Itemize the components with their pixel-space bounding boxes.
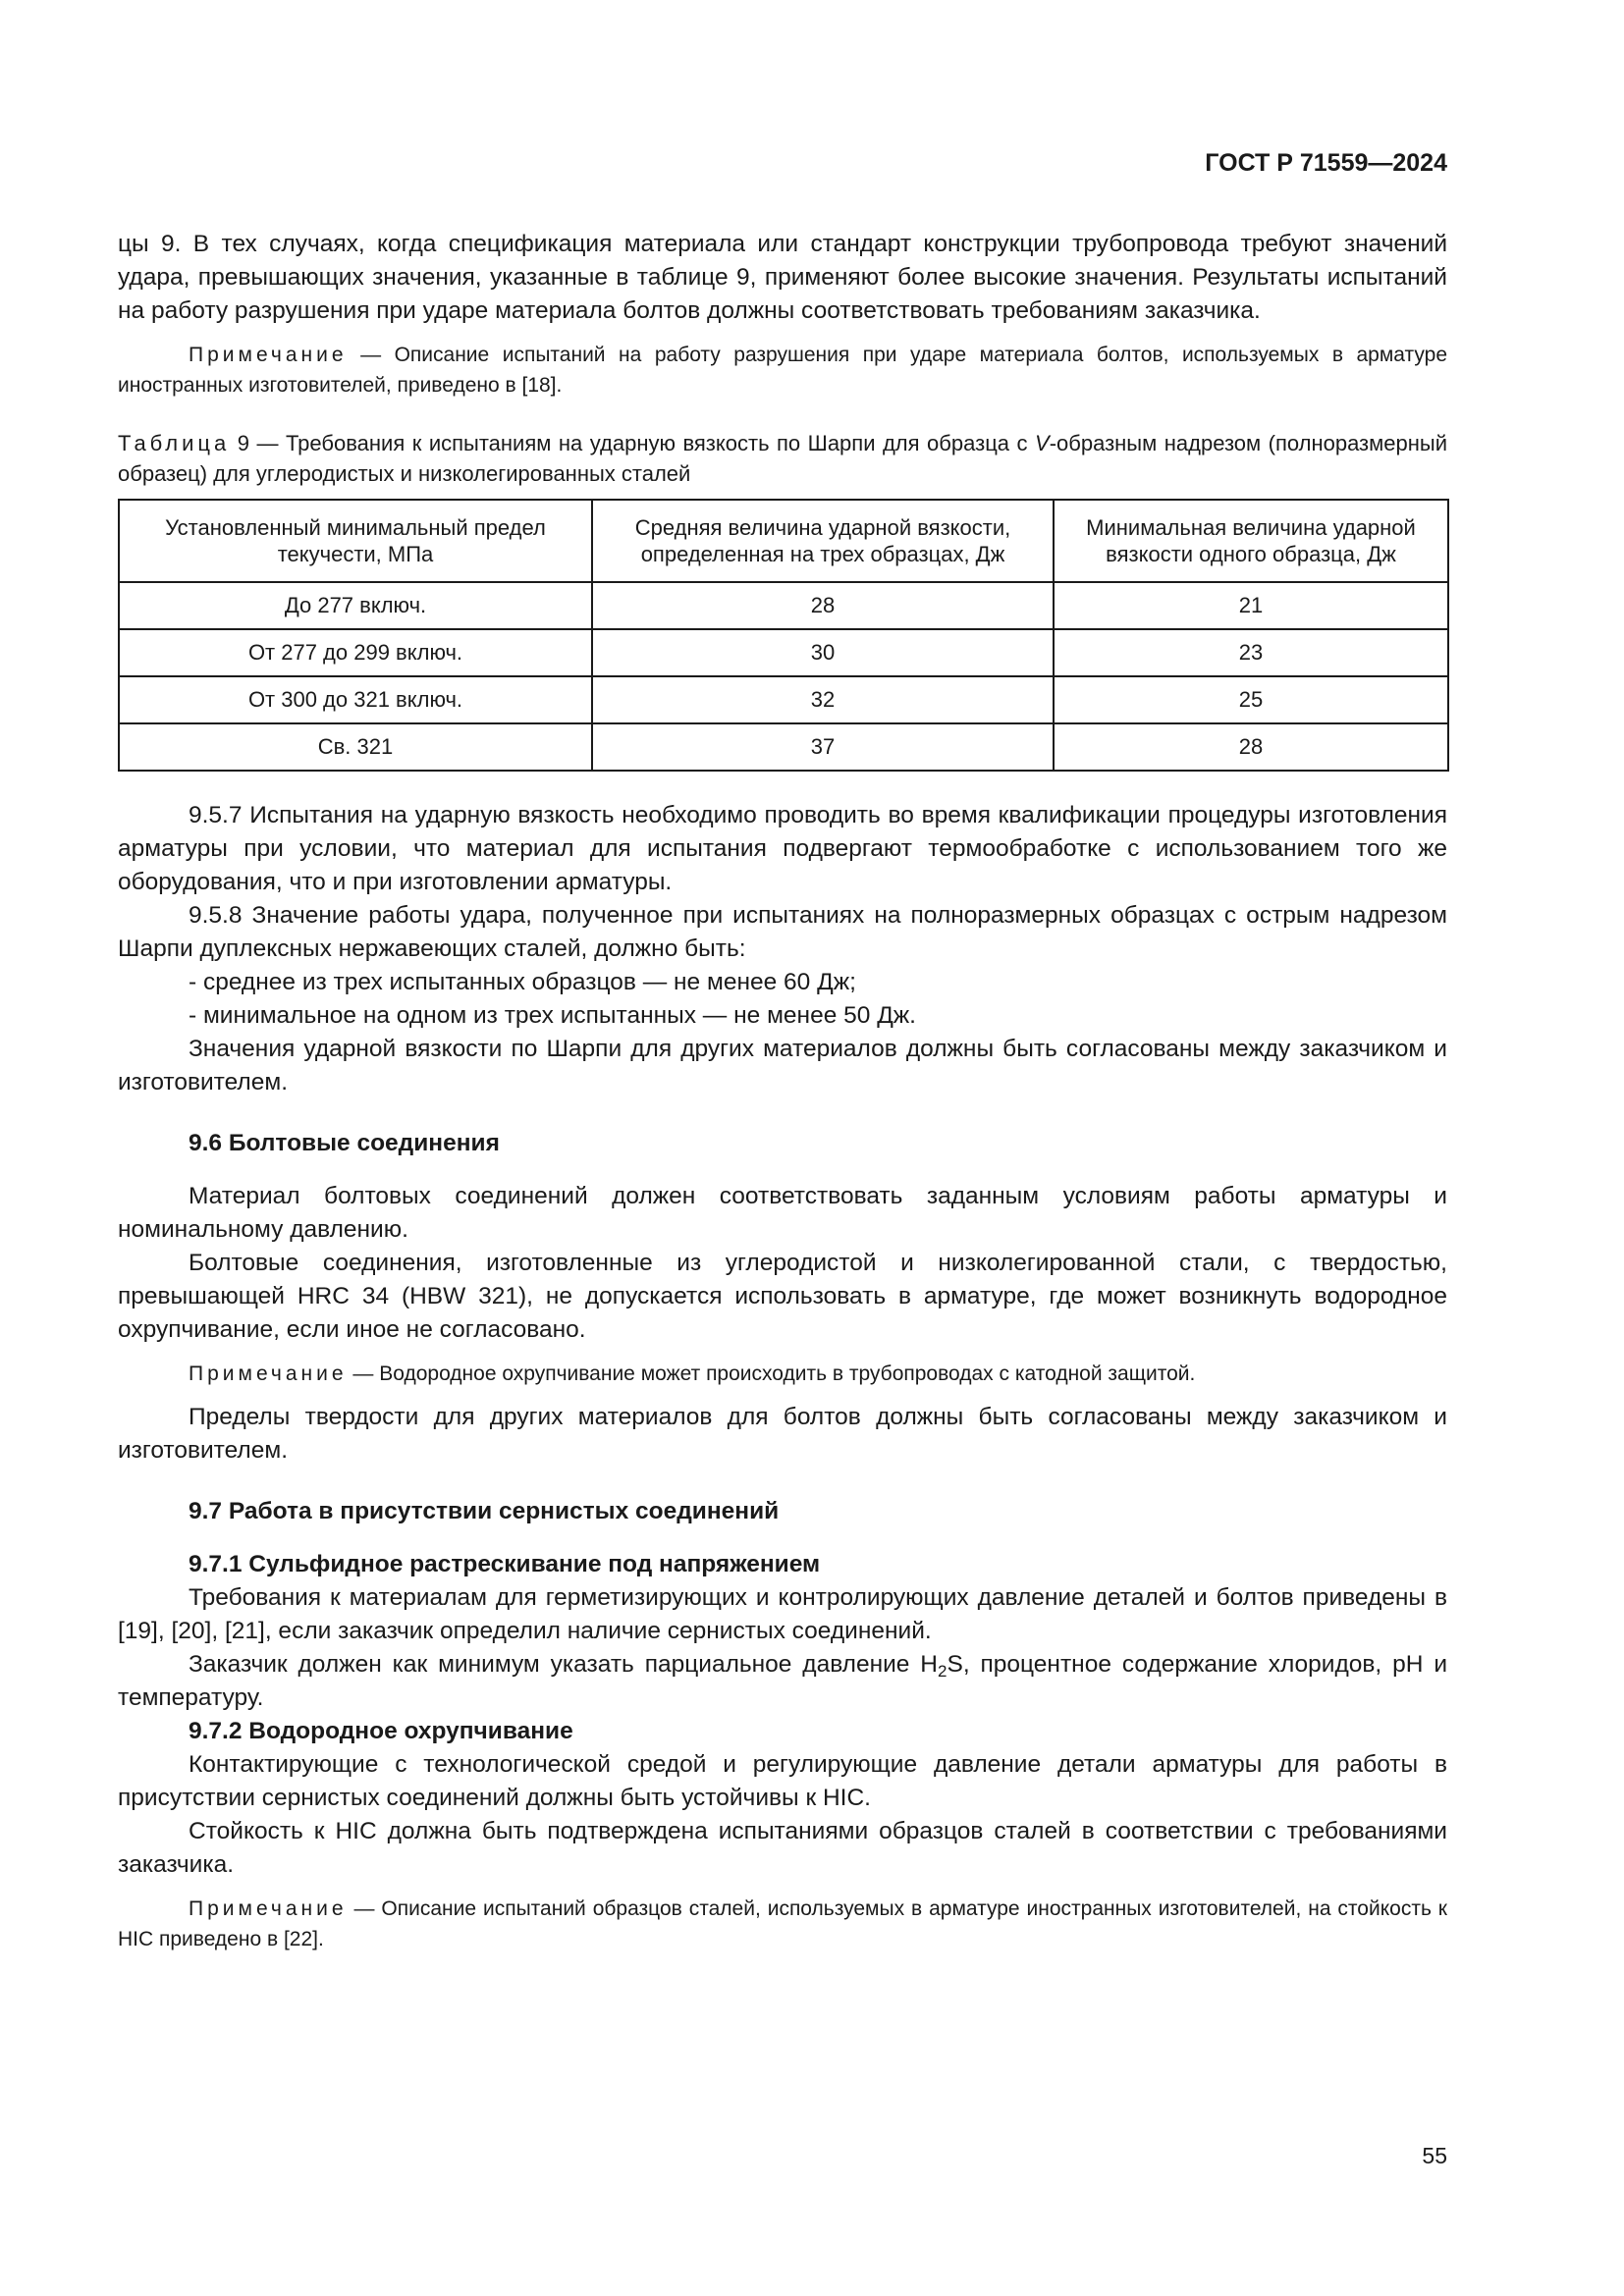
table-cell: 25 bbox=[1054, 676, 1448, 723]
section-title-9-6: 9.6 Болтовые соединения bbox=[189, 1130, 500, 1156]
subscript: 2 bbox=[938, 1662, 947, 1681]
section-title-9-7: 9.7 Работа в присутствии сернистых соединений bbox=[189, 1498, 780, 1524]
clause-9-5-8-agreement: Значения ударной вязкости по Шарпи для других материалов должны быть согласованы между заказчиком и изготовителем. bbox=[118, 1036, 1447, 1095]
clause-9-5-7: 9.5.7 Испытания на ударную вязкость необходимо проводить во время квалификации процедуры изготовления арматуры при условии, что материал для испытания подвергают термообработке с использованием того же оборудования, что и при изготовлении арматуры. bbox=[118, 802, 1447, 895]
note-18 bbox=[118, 340, 1447, 400]
text-segment: Заказчик должен как минимум указать парциальное давление H bbox=[189, 1651, 939, 1678]
table-cell: 37 bbox=[592, 723, 1054, 771]
note-text: — Описание испытаний образцов сталей, используемых в арматуре иностранных изготовителей, на стойкость к HIC приведено в [22]. bbox=[118, 1897, 1447, 1950]
note-cathodic-protection bbox=[118, 1359, 1447, 1389]
column-header-yield-strength: Установленный минимальный предел текучести, МПа bbox=[119, 500, 592, 582]
note-label: Примечание bbox=[189, 344, 348, 366]
page-body bbox=[118, 147, 1447, 1954]
section-title-9-7-1: 9.7.1 Сульфидное растрескивание под напряжением bbox=[189, 1551, 821, 1577]
table-caption-italic: V bbox=[1035, 431, 1050, 455]
section-9-6-paragraph: Материал болтовых соединений должен соответствовать заданным условиям работы арматуры и номинальному давлению. bbox=[118, 1183, 1447, 1243]
page-number: 55 bbox=[1422, 2143, 1447, 2168]
table-cell: Св. 321 bbox=[119, 723, 592, 771]
table-caption-text: 9 — Требования к испытаниям на ударную вязкость по Шарпи для образца с bbox=[230, 431, 1035, 455]
note-hic bbox=[118, 1894, 1447, 1954]
section-9-7-2-paragraph: Контактирующие с технологической средой и регулирующие давление детали арматуры для работы в присутствии сернистых соединений должны быть устойчивы к HIC. bbox=[118, 1751, 1447, 1811]
table-cell: 32 bbox=[592, 676, 1054, 723]
table-row bbox=[119, 629, 1448, 676]
table-cell: 23 bbox=[1054, 629, 1448, 676]
table-header-row bbox=[119, 500, 1448, 582]
table-row bbox=[119, 582, 1448, 629]
table-cell: 21 bbox=[1054, 582, 1448, 629]
table-caption-label: Таблица bbox=[118, 431, 231, 455]
table-cell: 28 bbox=[1054, 723, 1448, 771]
table-row bbox=[119, 676, 1448, 723]
section-9-6-paragraph: Болтовые соединения, изготовленные из углеродистой и низколегированной стали, с твердостью, превышающей HRC 34 (HBW 321), не допускается использовать в арматуре, где может возникнуть водородное охрупчивание, если иное не согласовано. bbox=[118, 1250, 1447, 1343]
section-title-9-7-2: 9.7.2 Водородное охрупчивание bbox=[189, 1718, 573, 1744]
section-9-7-1-paragraph: Требования к материалам для герметизирующих и контролирующих давление деталей и болтов приведены в [19], [20], [21], если заказчик определил наличие сернистых соединений. bbox=[118, 1584, 1447, 1644]
table-cell: От 300 до 321 включ. bbox=[119, 676, 592, 723]
intro-paragraph: цы 9. В тех случаях, когда спецификация материала или стандарт конструкции трубопровода требуют значений удара, превышающих значения, указанные в таблице 9, применяют более высокие значения. Результаты испытаний на работу разрушения при ударе материала болтов должны соответствовать требованиям заказчика. bbox=[118, 231, 1447, 324]
table-9 bbox=[118, 499, 1449, 772]
table-row bbox=[119, 723, 1448, 771]
table-caption-text-end: -образным надрезом (полноразмерный образец) для углеродистых и низколегированных сталей bbox=[118, 431, 1447, 486]
column-header-minimum-impact: Минимальная величина ударной вязкости одного образца, Дж bbox=[1054, 500, 1448, 582]
table-9-caption bbox=[118, 428, 1447, 489]
table-cell: От 277 до 299 включ. bbox=[119, 629, 592, 676]
clause-9-5-8: 9.5.8 Значение работы удара, полученное при испытаниях на полноразмерных образцах с острым надрезом Шарпи дуплексных нержавеющих сталей, должно быть: bbox=[118, 902, 1447, 962]
section-9-6-paragraph: Пределы твердости для других материалов для болтов должны быть согласованы между заказчиком и изготовителем. bbox=[118, 1404, 1447, 1464]
text-segment: S, процентное содержание хлоридов, pH и температуру. bbox=[118, 1651, 1448, 1711]
note-label: Примечание bbox=[189, 1362, 348, 1385]
table-cell: До 277 включ. bbox=[119, 582, 592, 629]
table-cell: 30 bbox=[592, 629, 1054, 676]
table-cell: 28 bbox=[592, 582, 1054, 629]
note-text: — Водородное охрупчивание может происходить в трубопроводах с катодной защитой. bbox=[347, 1362, 1196, 1385]
note-text: — Описание испытаний на работу разрушения при ударе материала болтов, используемых в арматуре иностранных изготовителей, приведено в [18]. bbox=[118, 344, 1447, 397]
list-item: - среднее из трех испытанных образцов — не менее 60 Дж; bbox=[189, 969, 856, 995]
document-number: ГОСТ Р 71559—2024 bbox=[1205, 149, 1447, 177]
section-9-7-1-paragraph bbox=[118, 1648, 1447, 1715]
note-label: Примечание bbox=[189, 1897, 348, 1920]
section-9-7-2-paragraph: Стойкость к HIC должна быть подтверждена испытаниями образцов сталей в соответствии с требованиями заказчика. bbox=[118, 1818, 1447, 1878]
list-item: - минимальное на одном из трех испытанных — не менее 50 Дж. bbox=[189, 1002, 916, 1029]
column-header-average-impact: Средняя величина ударной вязкости, определенная на трех образцах, Дж bbox=[592, 500, 1054, 582]
